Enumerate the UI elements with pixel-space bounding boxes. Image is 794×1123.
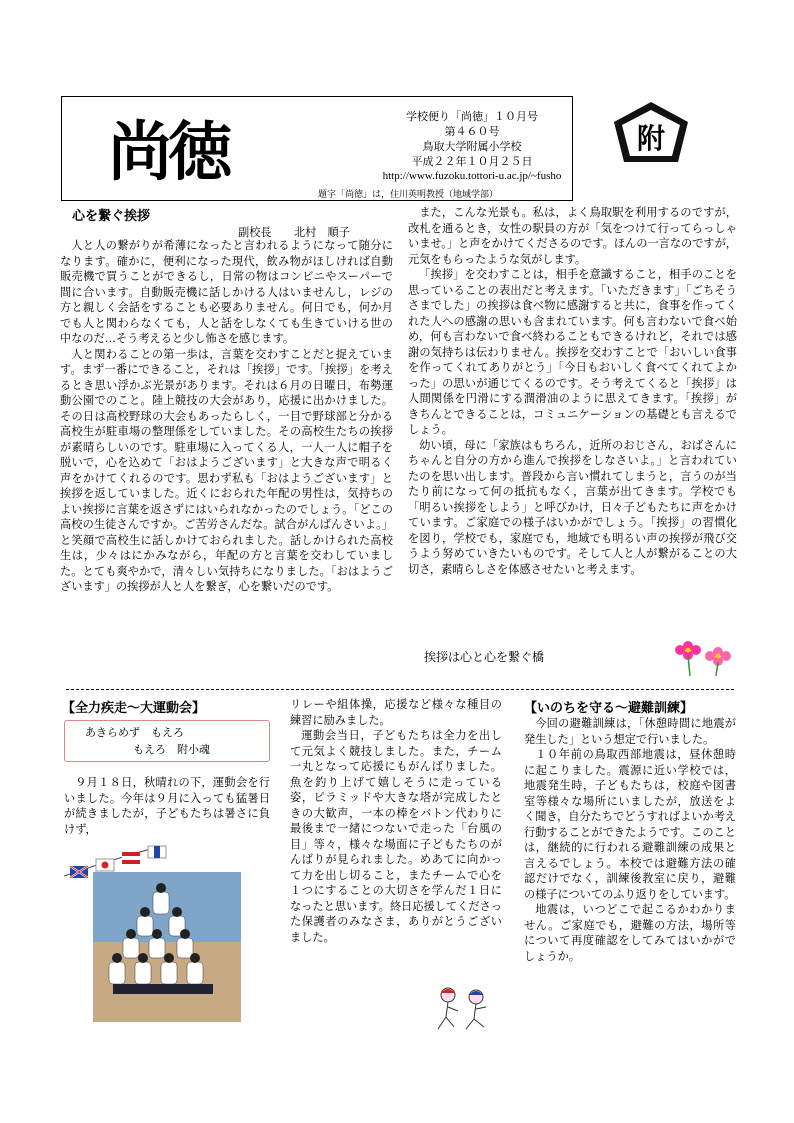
article1-closing: 挨拶は心と心を繋ぐ橋 [424,650,545,664]
article2-column-left [64,775,270,841]
section-divider [66,689,734,690]
issue-date: 平成２２年１０月２５日 [411,155,533,168]
article3-body [524,716,736,1042]
slogan-line: あきらめず もえろ [85,726,184,739]
newsletter-title: 学校便り「尚徳」１０月号 [406,110,538,123]
slogan-box [64,720,270,762]
paragraph: 人と人の繋がりが希薄になったと言われるようになって随分になります。確かに，便利になった現代，飲み物がほしければ自動販売機で買うことができるし，日常の物はコンビニやスーパーで間に合います。自動販売機に話しかける人はいませんし，レジの方と親しく会話をすることも必要ありません。何日でも，何か月でも人と関わらなくても，人と話をしなくても生きていける世の中なのだ…そう考えると少し怖さを感じます。 [60,239,393,345]
paragraph: 人と関わることの第一歩は，言葉を交わすことだと捉えています。まず一番にできること，それは「挨拶」です。「挨拶」を考えるとき思い浮かぶ光景があります。それは６月の日曜日，布勢運動公園でのこと。陸上競技の大会があり，応援に出かけました。その日は高校野球の大会もあったらしく，一目で野球部と分かる高校生が駐車場の整理係をしていました。その高校生たちの挨拶が素晴らしいのです。駐車場に入ってくる人，一人一人に帽子を脱いで，心を込めて「おはようございます」と大きな声で明るく声をかけてくれるのです。思わず私も「おはようございます」と挨拶を返していました。近くにおられた年配の男性は，気持ちのよい挨拶に言葉を返さずにはいられなかったのでしょう。「どこの高校の生徒さんですか。ご苦労さんだな。試合がんばんさいよ。」と笑顔で高校生に話しかけておられました。話しかけられた高校生は，少々はにかみながら，年配の方と言葉を交わしていました。とても爽やかで，清々しい気持ちになりました。「おはようございます」の挨拶が人と人を繋ぎ，心を繋いだのです。 [60,347,393,593]
school-emblem [588,100,714,170]
paragraph: １０年前の鳥取西部地震は，昼休憩時に起こりました。震源に近い学校では，地震発生時，子どもたちは，校庭や図書室等様々な場所にいましたが，放送をよく聞き，自分たちでどうすればよいか考え行動することができたようです。このことは，継続的に行われる避難訓練の成果と言えるでしょう。本校では避難方法の確認だけでなく，訓練後教室に戻り，避難の様子についてのふり返りをしています。 [524,748,736,901]
paragraph: 今回の避難訓練は，「休憩時間に地震が発生した」という想定で行いました。 [524,717,736,746]
calligraphy-logo [100,108,250,190]
paragraph: 「挨拶」を交わすことは，相手を意識すること，相手のことを思っていることの表出だと考えます。「いただきます」「ごちそうさまでした」の挨拶は食べ物に感謝すると共に，食事を作ってくれた人への感謝の思いも含まれています。何も言わないで食べ始め，何も言わないで食べ終わることもできるけれど，それでは感謝の気持ちは伝わりません。挨拶を交わすことで「おいしい食事を作ってくれてありがとう」「今日もおいしく食べてくれてよかった」の思いが通じてくるのです。そう考えてくると「挨拶」は人間関係を円滑にする潤滑油のように思えてきます。「挨拶」がきちんとできることは，コミュニケーションの基礎とも言えるでしょう。 [408,268,737,436]
flower-illustration [660,636,740,676]
article2-column-right [290,697,502,989]
paragraph: 幼い頃，母に「家族はもちろん，近所のおじさん，おばさんにちゃんと自分の方から進んで挨拶をしなさいよ。」と言われていたのを思い出します。普段から言い慣れてしまうと，言うのが当たり前になって何の抵抗もなく，言葉が出てきます。学校でも「明るい挨拶をしよう」と呼びかけ，日々子どもたちに声をかけています。ご家庭での様子はいかがでしょう。「挨拶」の習慣化を図り，学校でも，家庭でも，地域でも明るい声の挨拶が飛び交うよう努めていきたいものです。そして人と人が繋がることの大切さ，素晴らしさを体感させたいと考えます。 [408,438,737,576]
school-url[interactable]: http://www.fuzoku.tottori-u.ac.jp/~fusho [382,170,562,182]
paragraph: ９月１８日，秋晴れの下，運動会を行いました。今年は９月に入っても猛暑日が続きましたが，子どもたちは暑さに負けず， [64,776,270,836]
paragraph: 運動会当日，子どもたちは全力を出して元気よく競技しました。また，チーム一丸となって応援にもがんばりました。魚を釣り上げて嬉しそうに走っている姿，ピラミッドや大きな塔が完成したときの大歓声，一本の棒をバトン代わりに最後まで一緒につないで走った「台風の目」等々，様々な場面に子どもたちのがんばりが見られました。めあてに向かって力を出し切ること，またチームで心を１つにすることの大切さを学んだ１日になったと思います。終日応援してくださった保護者のみなさま，ありがとうございました。 [290,729,502,944]
paragraph: また，こんな光景も。私は，よく鳥取駅を利用するのですが，改札を通るとき，女性の駅員の方が「気をつけて行ってらっしゃいませ。」と声をかけてくださるのです。ほんの一言なのですが，元気をもらったような気がします。 [408,206,737,266]
article1-author: 副校長 北村 順子 [238,226,350,239]
paragraph: リレーや組体操，応援など様々な種目の練習に励みました。 [290,698,502,727]
article3-title: 【いのちを守る～避難訓練】 [524,701,694,716]
title-credit: 題字「尚徳」は，住川英明教授（地域学部） [318,190,499,200]
article2-title: 【全力疾走～大運動会】 [62,701,206,716]
sports-day-photo [93,872,241,1022]
logo-text: 尚徳 [108,115,228,190]
issue-number: 第４６０号 [444,125,500,138]
running-children-illustration [428,985,502,1033]
school-name: 鳥取大学附属小学校 [422,140,522,153]
article1-column-left [60,238,393,682]
slogan-line: もえろ 附小魂 [133,743,210,756]
article1-title: 心を繋ぐ挨拶 [72,209,151,224]
paragraph: 地震は，いつどこで起こるかわかりません。ご家庭でも，避難の方法，場所等について再度確認をしてみてはいかがでしょうか。 [524,903,736,963]
article1-column-right [408,205,737,666]
svg-text:附: 附 [636,122,666,155]
